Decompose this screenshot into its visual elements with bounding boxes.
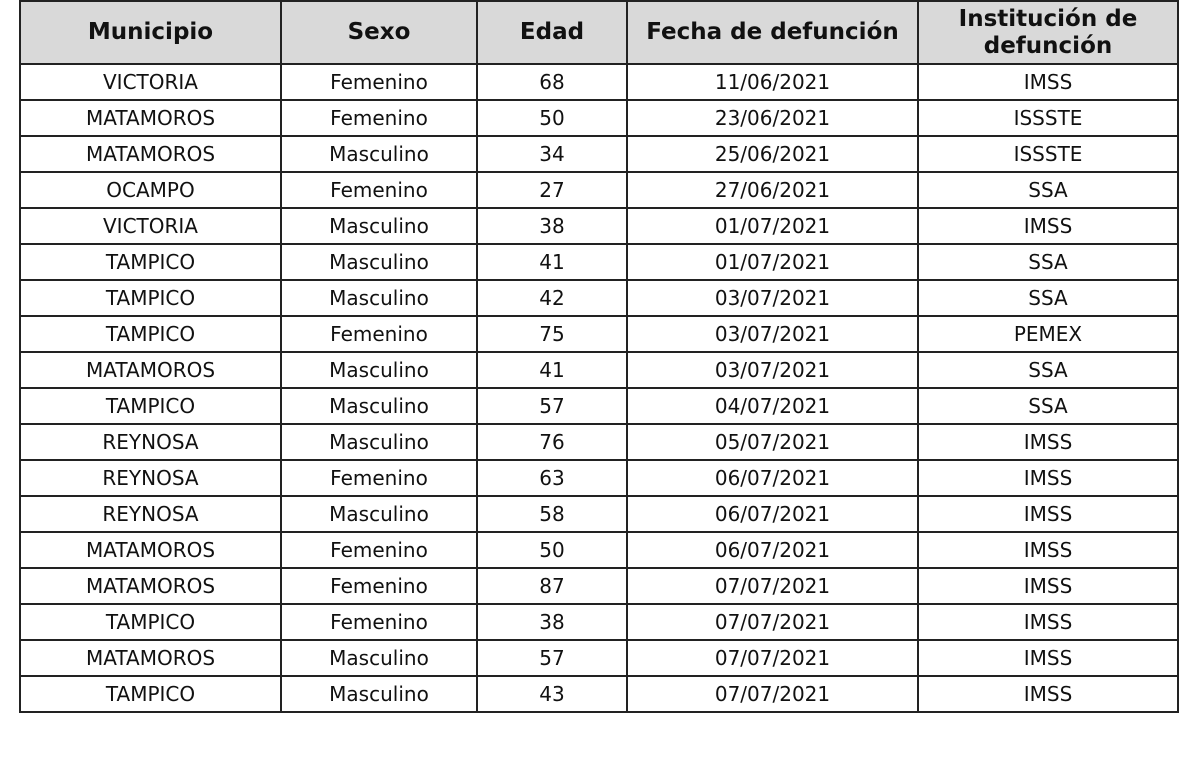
cell-fecha-defuncion: 06/07/2021 xyxy=(627,460,918,496)
header-row xyxy=(20,1,1178,64)
table-body xyxy=(20,64,1178,712)
cell-sexo: Masculino xyxy=(281,352,477,388)
cell-sexo: Femenino xyxy=(281,532,477,568)
cell-fecha-defuncion: 01/07/2021 xyxy=(627,208,918,244)
cell-fecha-defuncion: 07/07/2021 xyxy=(627,568,918,604)
cell-municipio: MATAMOROS xyxy=(20,100,281,136)
cell-municipio: MATAMOROS xyxy=(20,568,281,604)
cell-institucion: IMSS xyxy=(918,676,1178,712)
cell-institucion: IMSS xyxy=(918,604,1178,640)
deaths-table xyxy=(19,0,1179,713)
cell-institucion: SSA xyxy=(918,244,1178,280)
cell-fecha-defuncion: 07/07/2021 xyxy=(627,676,918,712)
table-row xyxy=(20,496,1178,532)
cell-fecha-defuncion: 27/06/2021 xyxy=(627,172,918,208)
cell-institucion: ISSSTE xyxy=(918,100,1178,136)
cell-municipio: VICTORIA xyxy=(20,64,281,100)
table-row xyxy=(20,640,1178,676)
cell-sexo: Femenino xyxy=(281,64,477,100)
cell-edad: 50 xyxy=(477,532,627,568)
cell-sexo: Masculino xyxy=(281,136,477,172)
cell-fecha-defuncion: 07/07/2021 xyxy=(627,604,918,640)
cell-institucion: ISSSTE xyxy=(918,136,1178,172)
cell-municipio: TAMPICO xyxy=(20,604,281,640)
cell-edad: 58 xyxy=(477,496,627,532)
cell-sexo: Masculino xyxy=(281,640,477,676)
cell-fecha-defuncion: 23/06/2021 xyxy=(627,100,918,136)
cell-municipio: OCAMPO xyxy=(20,172,281,208)
header-sexo: Sexo xyxy=(281,1,477,64)
cell-municipio: TAMPICO xyxy=(20,244,281,280)
cell-sexo: Masculino xyxy=(281,676,477,712)
table-row xyxy=(20,100,1178,136)
cell-municipio: TAMPICO xyxy=(20,388,281,424)
cell-municipio: REYNOSA xyxy=(20,424,281,460)
cell-edad: 38 xyxy=(477,604,627,640)
cell-sexo: Masculino xyxy=(281,208,477,244)
cell-institucion: PEMEX xyxy=(918,316,1178,352)
cell-municipio: REYNOSA xyxy=(20,460,281,496)
cell-institucion: SSA xyxy=(918,352,1178,388)
cell-sexo: Masculino xyxy=(281,280,477,316)
table-row xyxy=(20,532,1178,568)
cell-sexo: Femenino xyxy=(281,460,477,496)
cell-institucion: SSA xyxy=(918,388,1178,424)
cell-fecha-defuncion: 03/07/2021 xyxy=(627,280,918,316)
cell-sexo: Masculino xyxy=(281,424,477,460)
cell-edad: 38 xyxy=(477,208,627,244)
cell-municipio: MATAMOROS xyxy=(20,352,281,388)
cell-institucion: IMSS xyxy=(918,568,1178,604)
cell-municipio: REYNOSA xyxy=(20,496,281,532)
cell-institucion: IMSS xyxy=(918,208,1178,244)
cell-edad: 34 xyxy=(477,136,627,172)
cell-institucion: IMSS xyxy=(918,640,1178,676)
cell-sexo: Masculino xyxy=(281,244,477,280)
cell-municipio: TAMPICO xyxy=(20,316,281,352)
cell-municipio: TAMPICO xyxy=(20,280,281,316)
cell-institucion: SSA xyxy=(918,172,1178,208)
cell-sexo: Femenino xyxy=(281,604,477,640)
table-row xyxy=(20,208,1178,244)
cell-municipio: TAMPICO xyxy=(20,676,281,712)
cell-sexo: Femenino xyxy=(281,316,477,352)
cell-edad: 42 xyxy=(477,280,627,316)
table-row xyxy=(20,64,1178,100)
cell-fecha-defuncion: 11/06/2021 xyxy=(627,64,918,100)
table-row xyxy=(20,424,1178,460)
cell-edad: 87 xyxy=(477,568,627,604)
cell-edad: 68 xyxy=(477,64,627,100)
table-row xyxy=(20,280,1178,316)
cell-sexo: Femenino xyxy=(281,100,477,136)
cell-municipio: MATAMOROS xyxy=(20,640,281,676)
table-row xyxy=(20,244,1178,280)
cell-institucion: SSA xyxy=(918,280,1178,316)
cell-sexo: Femenino xyxy=(281,172,477,208)
header-institucion-defuncion: Institución de defunción xyxy=(918,1,1178,64)
header-edad: Edad xyxy=(477,1,627,64)
table-row xyxy=(20,604,1178,640)
cell-fecha-defuncion: 04/07/2021 xyxy=(627,388,918,424)
cell-edad: 57 xyxy=(477,388,627,424)
table-row xyxy=(20,136,1178,172)
header-municipio: Municipio xyxy=(20,1,281,64)
cell-fecha-defuncion: 01/07/2021 xyxy=(627,244,918,280)
cell-edad: 50 xyxy=(477,100,627,136)
cell-edad: 41 xyxy=(477,244,627,280)
cell-edad: 27 xyxy=(477,172,627,208)
table-row xyxy=(20,676,1178,712)
cell-fecha-defuncion: 03/07/2021 xyxy=(627,316,918,352)
table-row xyxy=(20,460,1178,496)
cell-institucion: IMSS xyxy=(918,532,1178,568)
cell-institucion: IMSS xyxy=(918,496,1178,532)
cell-edad: 75 xyxy=(477,316,627,352)
table-row xyxy=(20,352,1178,388)
deaths-table-container xyxy=(19,0,1177,713)
cell-fecha-defuncion: 06/07/2021 xyxy=(627,532,918,568)
table-row xyxy=(20,172,1178,208)
cell-sexo: Masculino xyxy=(281,496,477,532)
table-row xyxy=(20,568,1178,604)
cell-edad: 43 xyxy=(477,676,627,712)
cell-fecha-defuncion: 05/07/2021 xyxy=(627,424,918,460)
cell-fecha-defuncion: 25/06/2021 xyxy=(627,136,918,172)
cell-municipio: MATAMOROS xyxy=(20,136,281,172)
cell-fecha-defuncion: 07/07/2021 xyxy=(627,640,918,676)
cell-municipio: VICTORIA xyxy=(20,208,281,244)
header-fecha-defuncion: Fecha de defunción xyxy=(627,1,918,64)
cell-sexo: Femenino xyxy=(281,568,477,604)
cell-edad: 41 xyxy=(477,352,627,388)
cell-institucion: IMSS xyxy=(918,460,1178,496)
cell-municipio: MATAMOROS xyxy=(20,532,281,568)
cell-sexo: Masculino xyxy=(281,388,477,424)
cell-institucion: IMSS xyxy=(918,64,1178,100)
cell-fecha-defuncion: 06/07/2021 xyxy=(627,496,918,532)
table-row xyxy=(20,388,1178,424)
cell-institucion: IMSS xyxy=(918,424,1178,460)
cell-edad: 57 xyxy=(477,640,627,676)
cell-edad: 63 xyxy=(477,460,627,496)
cell-edad: 76 xyxy=(477,424,627,460)
cell-fecha-defuncion: 03/07/2021 xyxy=(627,352,918,388)
table-row xyxy=(20,316,1178,352)
table-header xyxy=(20,1,1178,64)
